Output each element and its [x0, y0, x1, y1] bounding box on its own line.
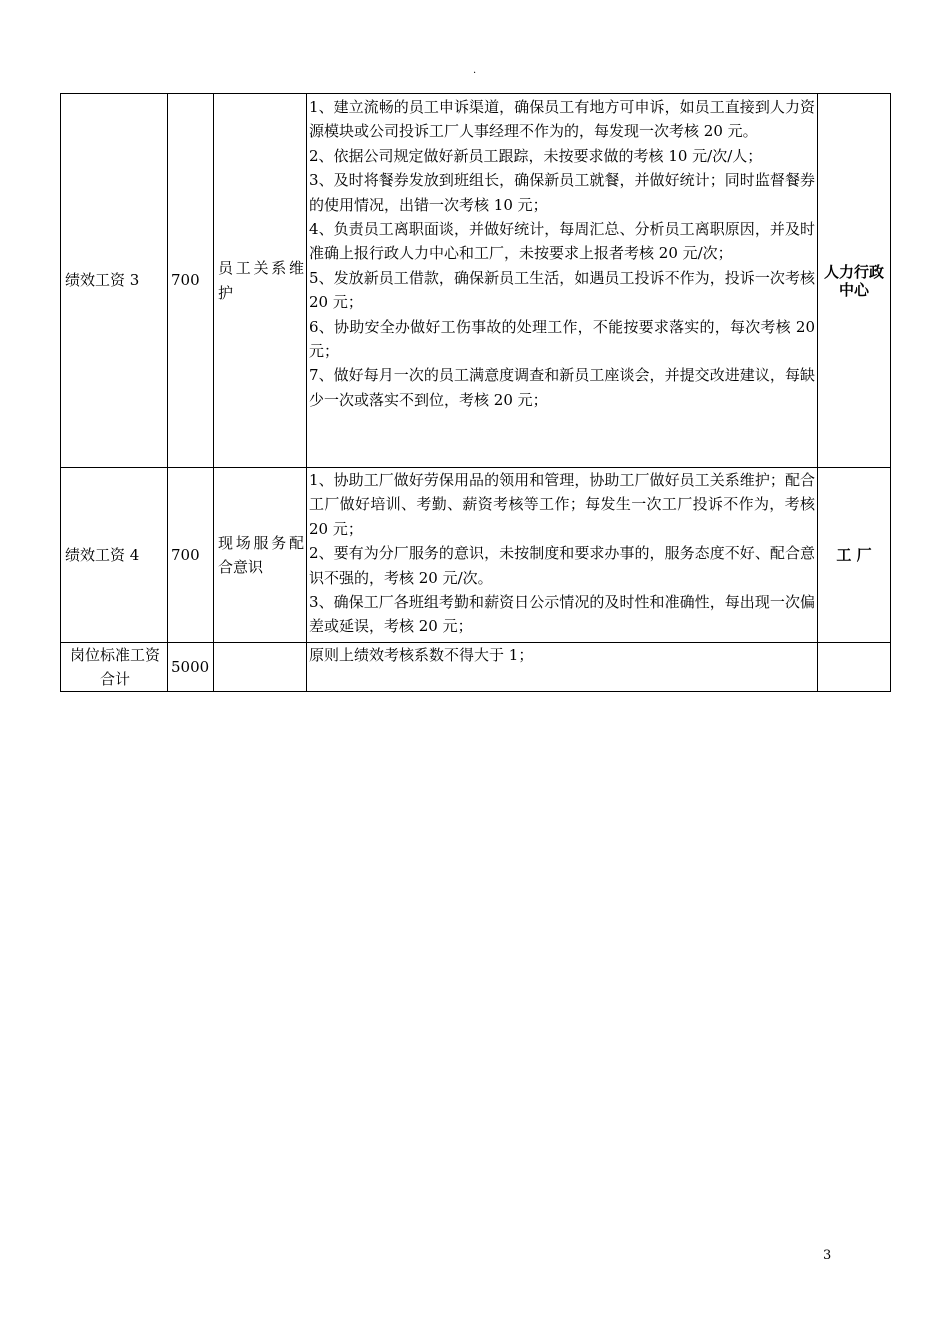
salary-item-name: 绩效工资 4 — [61, 468, 168, 643]
description-line: 2、要有为分厂服务的意识，未按制度和要求办事的，服务态度不好、配合意识不强的，考核 20 元/次。 — [309, 544, 815, 587]
assessment-item: 员工关系维护 — [214, 94, 307, 468]
page-number: 3 — [823, 1248, 832, 1263]
responsible-department: 工 厂 — [818, 468, 891, 643]
total-description: 原则上绩效考核系数不得大于 1； — [307, 643, 818, 692]
description-line: 3、确保工厂各班组考勤和薪资日公示情况的及时性和准确性，每出现一次偏差或延误，考核 20 元； — [309, 593, 815, 636]
total-amount: 5000 — [168, 643, 214, 692]
description-line: 4、负责员工离职面谈，并做好统计，每周汇总、分析员工离职原因，并及时准确上报行政人力中心和工厂，未按要求上报者考核 20 元/次； — [309, 220, 815, 263]
table-row — [61, 468, 891, 643]
total-row — [61, 643, 891, 692]
assessment-table — [60, 93, 891, 692]
responsible-department: 人力行政中心 — [818, 94, 891, 468]
assessment-description — [307, 94, 818, 468]
salary-amount: 700 — [168, 468, 214, 643]
total-department — [818, 643, 891, 692]
description-line: 5、发放新员工借款，确保新员工生活，如遇员工投诉不作为，投诉一次考核 20 元； — [309, 268, 815, 312]
description-line: 7、做好每月一次的员工满意度调查和新员工座谈会，并提交改进建议，每缺少一次或落实不到位，考核 20 元； — [309, 366, 815, 409]
salary-amount: 700 — [168, 94, 214, 468]
assessment-description — [307, 468, 818, 643]
header-mark: . — [473, 65, 477, 76]
salary-item-name: 绩效工资 3 — [61, 94, 168, 468]
total-item — [214, 643, 307, 692]
table-row — [61, 94, 891, 468]
assessment-item: 现场服务配合意识 — [214, 468, 307, 643]
description-line: 3、及时将餐券发放到班组长，确保新员工就餐，并做好统计；同时监督餐券的使用情况，出错一次考核 10 元； — [309, 171, 815, 214]
description-line: 1、协助工厂做好劳保用品的领用和管理，协助工厂做好员工关系维护；配合工厂做好培训、考勤、薪资考核等工作；每发生一次工厂投诉不作为，考核 20 元； — [309, 471, 815, 538]
description-line: 2、依据公司规定做好新员工跟踪，未按要求做的考核 10 元/次/人； — [309, 146, 763, 165]
description-line: 1、建立流畅的员工申诉渠道，确保员工有地方可申诉，如员工直接到人力资源模块或公司投诉工厂人事经理不作为的，每发现一次考核 20 元。 — [309, 98, 815, 141]
description-line: 6、协助安全办做好工伤事故的处理工作，不能按要求落实的，每次考核 20 元； — [309, 317, 815, 361]
total-label: 岗位标准工资合计 — [61, 643, 168, 692]
